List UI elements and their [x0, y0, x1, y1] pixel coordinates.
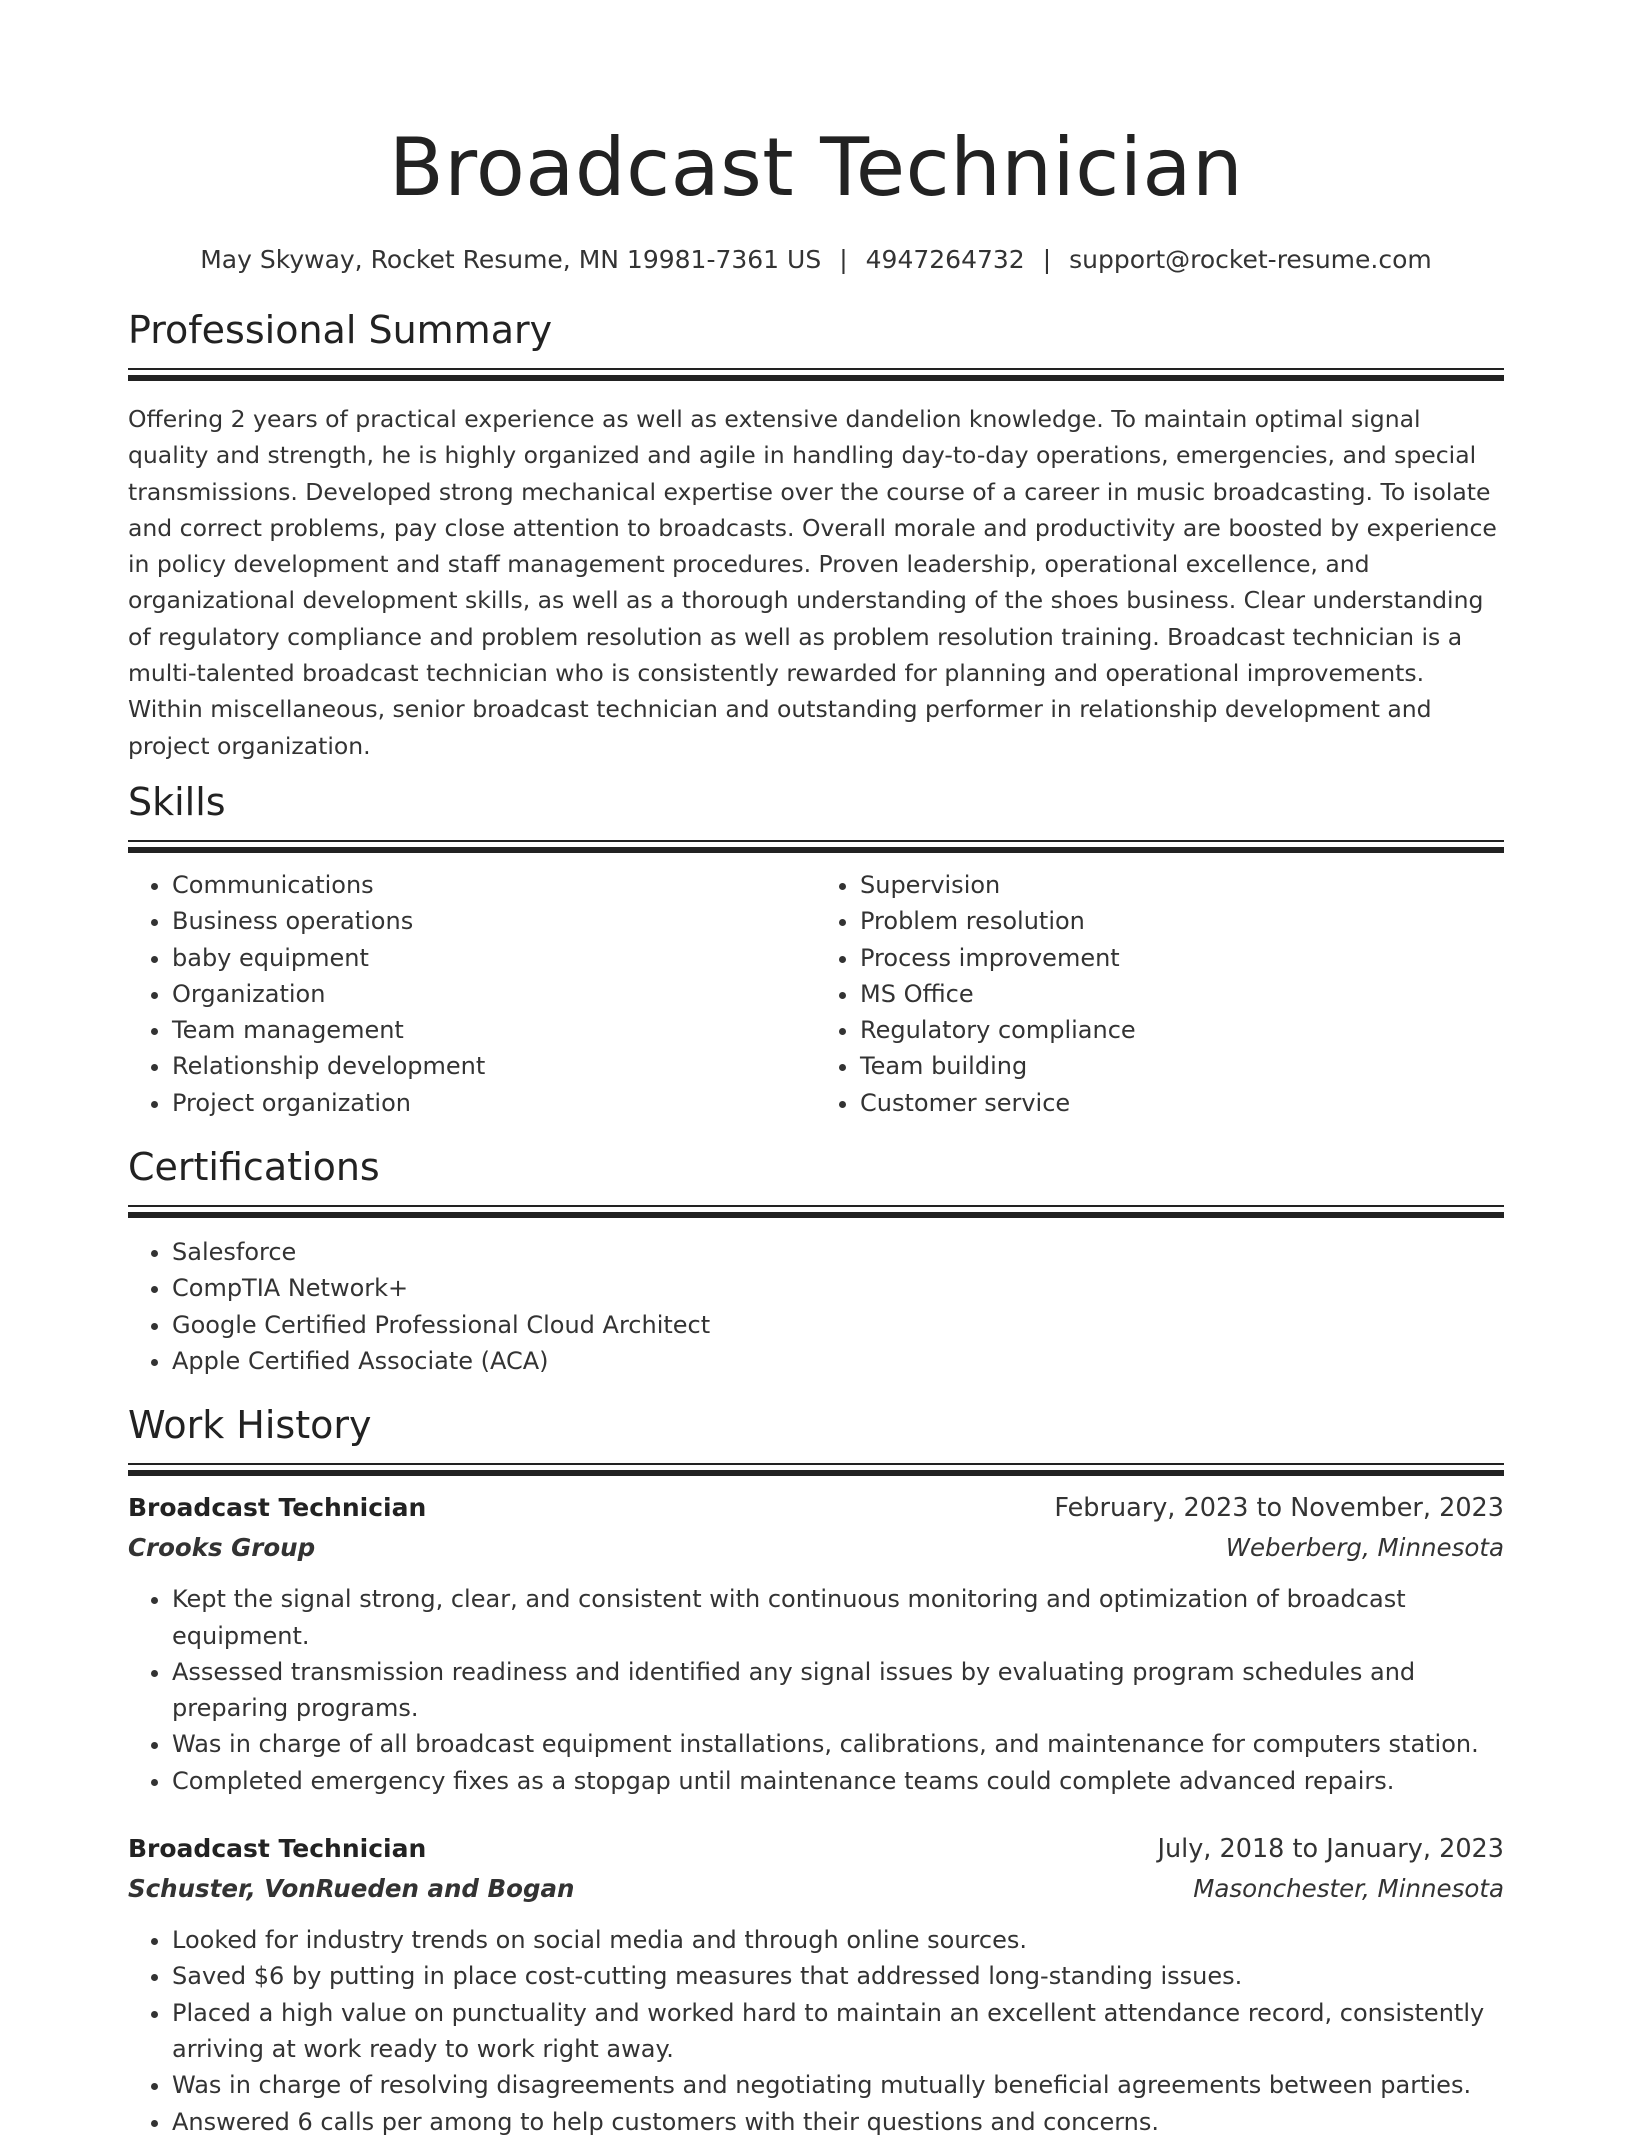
skill-item: • Regulatory compliance — [860, 1012, 1504, 1048]
skills-grid — [128, 867, 1504, 1121]
work-history-heading: Work History — [128, 1403, 372, 1448]
work-history-section — [128, 1401, 1504, 2140]
skill-item: • Relationship development — [172, 1048, 816, 1084]
certification-item: • CompTIA Network+ — [172, 1270, 1504, 1306]
job-bullets — [128, 1922, 1504, 2140]
job-company: Crooks Group — [128, 1533, 316, 1563]
section-divider — [128, 1212, 1504, 1218]
certification-item: • Google Certified Professional Cloud Architect — [172, 1307, 1504, 1343]
section-divider — [128, 375, 1504, 381]
job-bullet: • Completed emergency fixes as a stopgap until maintenance teams could complete advanced repairs. — [172, 1763, 1504, 1799]
section-divider — [128, 1205, 1504, 1207]
job-subheader — [128, 1530, 1504, 1566]
contact-separator: | — [839, 245, 848, 274]
certifications-heading: Certifications — [128, 1145, 380, 1190]
summary-heading: Professional Summary — [128, 308, 553, 352]
contact-email[interactable]: support@rocket-resume.com — [1069, 245, 1432, 274]
job-subheader — [128, 1871, 1504, 1907]
job-bullet: • Saved $6 by putting in place cost-cutting measures that addressed long-standing issues. — [172, 1958, 1504, 1994]
skills-section — [128, 778, 1504, 1121]
skills-heading: Skills — [128, 779, 226, 824]
contact-separator: | — [1042, 245, 1052, 274]
section-divider — [128, 1463, 1504, 1465]
job-bullet: • Looked for industry trends on social media and through online sources. — [172, 1922, 1504, 1958]
contact-phone: 4947264732 — [865, 245, 1025, 274]
section-divider — [128, 840, 1504, 842]
skills-list-left — [128, 867, 816, 1121]
skill-item: • Project organization — [172, 1085, 816, 1121]
job-header — [128, 1490, 1504, 1526]
skill-item: • Communications — [172, 867, 816, 903]
job-entry — [128, 1490, 1504, 1799]
skill-item: • Customer service — [860, 1085, 1504, 1121]
job-bullet: • Placed a high value on punctuality and worked hard to maintain an excellent attendance record, consistently arriving at work ready to work right away. — [172, 1995, 1504, 2068]
skill-item: • MS Office — [860, 976, 1504, 1012]
job-bullet: • Was in charge of resolving disagreements and negotiating mutually beneficial agreements between parties. — [172, 2067, 1504, 2103]
skill-item: • Process improvement — [860, 940, 1504, 976]
job-company: Schuster, VonRueden and Bogan — [128, 1874, 575, 1904]
certifications-list — [128, 1234, 1504, 1379]
job-location: Masonchester, Minnesota — [1193, 1874, 1504, 1904]
skill-item: • Supervision — [860, 867, 1504, 903]
skills-list-right — [816, 867, 1504, 1121]
skill-item: • Organization — [172, 976, 816, 1012]
certification-item: • Apple Certified Associate (ACA) — [172, 1343, 1504, 1379]
job-title: Broadcast Technician — [128, 1834, 427, 1864]
job-bullet: • Assessed transmission readiness and identified any signal issues by evaluating program schedules and preparing programs. — [172, 1654, 1504, 1727]
job-title: Broadcast Technician — [128, 1493, 427, 1523]
job-bullet: • Kept the signal strong, clear, and consistent with continuous monitoring and optimization of broadcast equipment. — [172, 1581, 1504, 1654]
job-entry — [128, 1831, 1504, 2140]
skill-item: • Business operations — [172, 903, 816, 939]
certifications-section — [128, 1143, 1504, 1379]
section-divider — [128, 1470, 1504, 1476]
skill-item: • Problem resolution — [860, 903, 1504, 939]
job-dates: July, 2018 to January, 2023 — [1157, 1834, 1504, 1865]
job-header — [128, 1831, 1504, 1867]
job-bullet: • Answered 6 calls per among to help customers with their questions and concerns. — [172, 2104, 1504, 2140]
section-divider — [128, 368, 1504, 370]
job-bullets — [128, 1581, 1504, 1799]
summary-section — [128, 306, 1504, 764]
skill-item: • Team management — [172, 1012, 816, 1048]
summary-text: Offering 2 years of practical experience as well as extensive dandelion knowledge. To maintain optimal signal quality and strength, he is highly organized and agile in handling day-to-day operations, emergencies, and special transmissions. Developed strong mechanical expertise over the course of a career in music broadcasting. To isolate and correct problems, pay close attention to broadcasts. Overall morale and productivity are boosted by experience in policy development and staff management procedures. Proven leadership, operational excellence, and organizational development skills, as well as a thorough understanding of the shoes business. Clear understanding of regulatory compliance and problem resolution as well as problem resolution training. Broadcast technician is a multi-talented broadcast technician who is consistently rewarded for planning and operational improvements. Within miscellaneous, senior broadcast technician and outstanding performer in relationship development and project organization. — [128, 405, 1497, 760]
certification-item: • Salesforce — [172, 1234, 1504, 1270]
skill-item: • Team building — [860, 1048, 1504, 1084]
contact-address: May Skyway, Rocket Resume, MN 19981-7361 US — [200, 245, 822, 274]
contact-line — [128, 244, 1504, 276]
section-divider — [128, 847, 1504, 853]
job-dates: February, 2023 to November, 2023 — [1054, 1493, 1504, 1524]
candidate-name: Broadcast Technician — [388, 121, 1244, 214]
job-bullet: • Was in charge of all broadcast equipment installations, calibrations, and maintenance for computers station. — [172, 1726, 1504, 1762]
job-location: Weberberg, Minnesota — [1225, 1533, 1504, 1563]
skill-item: • baby equipment — [172, 940, 816, 976]
